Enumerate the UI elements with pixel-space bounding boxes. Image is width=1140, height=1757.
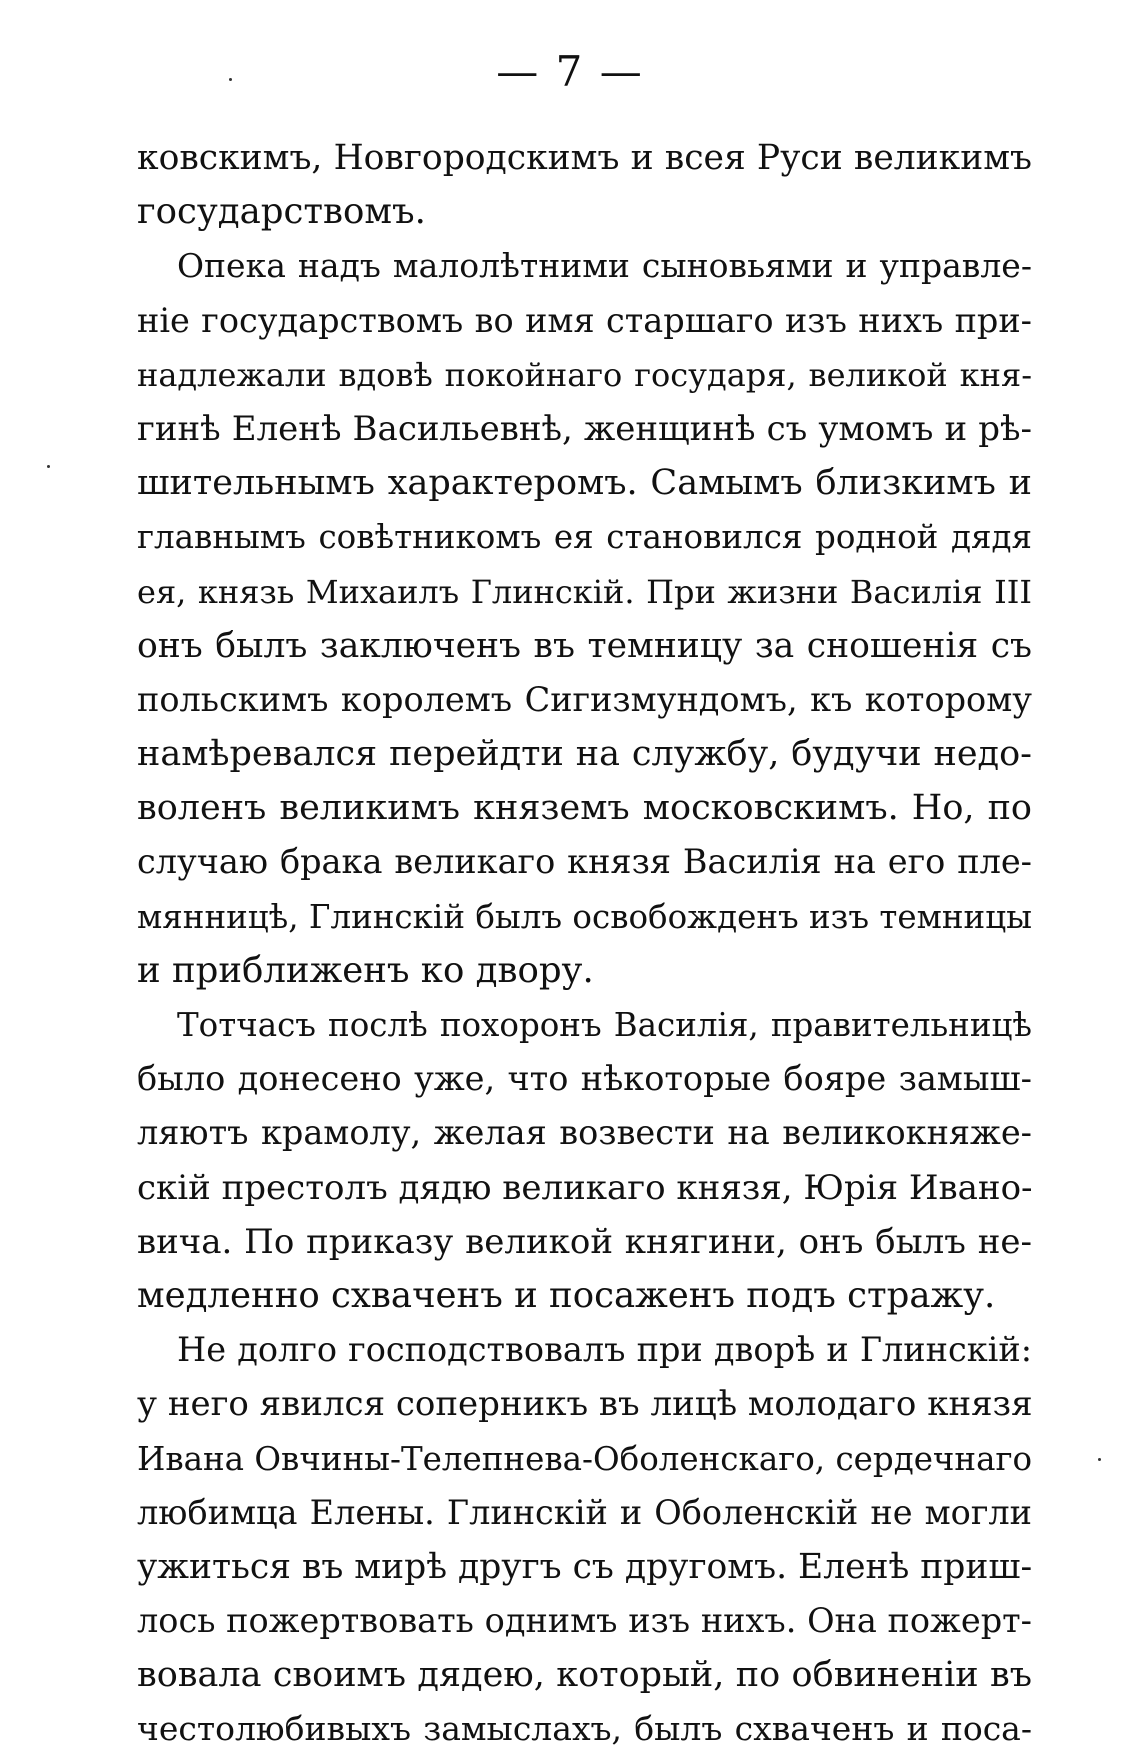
text-line: случаю брака великаго князя Василiя на его пле- — [137, 842, 1032, 882]
text-line: честолюбивыхъ замыслахъ, былъ схваченъ и поса- — [137, 1709, 1032, 1749]
text-line: главнымъ совѣтникомъ ея становился родной дядя — [137, 518, 1032, 557]
text-line: онъ былъ заключенъ въ темницу за сношенiя съ — [137, 625, 1032, 666]
page-number: — 7 — — [496, 47, 644, 96]
text-line: ужиться въ мирѣ другъ съ другомъ. Еленѣ приш- — [137, 1546, 1033, 1587]
text-line: и приближенъ ко двору. — [137, 949, 594, 991]
text-line: ея, князь Михаилъ Глинскiй. При жизни Василiя III — [137, 572, 1032, 611]
ink-speck — [1098, 1458, 1101, 1461]
text-line: у него явился соперникъ въ лицѣ молодаго князя — [137, 1384, 1033, 1425]
body-text — [137, 131, 1032, 1757]
text-line: ковскимъ, Новгородскимъ и всея Руси великимъ — [137, 138, 1032, 178]
text-line: нiе государствомъ во имя старшаго изъ нихъ при- — [137, 300, 1032, 340]
text-line: мянницѣ, Глинскiй былъ освобожденъ изъ темницы — [137, 897, 1032, 936]
text-line: гинѣ Еленѣ Васильевнѣ, женщинѣ съ умомъ и рѣ- — [137, 408, 1032, 449]
paragraph-first-line: Тотчасъ послѣ похоронъ Василiя, правительницѣ — [177, 1006, 1032, 1044]
text-line: вовала своимъ дядею, который, по обвиненiи въ — [137, 1655, 1032, 1696]
text-line: воленъ великимъ княземъ московскимъ. Но, по — [137, 788, 1032, 829]
text-line: ляютъ крамолу, желая возвести на великокняже- — [137, 1113, 1032, 1153]
text-line: было донесено уже, что нѣкоторые бояре замыш- — [137, 1059, 1032, 1099]
text-line: намѣревался перейдти на службу, будучи недо- — [137, 734, 1032, 775]
text-line: государствомъ. — [137, 191, 426, 233]
text-line: вича. По приказу великой княгини, онъ былъ не- — [137, 1221, 1032, 1262]
paragraph-first-line: Не долго господствовалъ при дворѣ и Глинскiй: — [177, 1330, 1032, 1370]
text-line: любимца Елены. Глинскiй и Оболенскiй не могли — [137, 1492, 1032, 1532]
text-line: скiй престолъ дядю великаго князя, Юрiя Ивано- — [137, 1167, 1033, 1208]
text-line: Ивана Овчины-Телепнева-Оболенскаго, сердечнаго — [137, 1439, 1033, 1478]
paragraph-first-line: Опека надъ малолѣтними сыновьями и управле- — [177, 246, 1032, 286]
text-line: надлежали вдовѣ покойнаго государя, великой кня- — [137, 355, 1032, 394]
text-line: медленно схваченъ и посаженъ подъ стражу. — [137, 1274, 996, 1316]
ink-speck — [47, 465, 50, 468]
text-line: лось пожертвовать однимъ изъ нихъ. Она пожерт- — [137, 1601, 1032, 1641]
text-line: польскимъ королемъ Сигизмундомъ, къ которому — [137, 679, 1032, 719]
text-line: шительнымъ характеромъ. Самымъ близкимъ и — [137, 463, 1032, 504]
